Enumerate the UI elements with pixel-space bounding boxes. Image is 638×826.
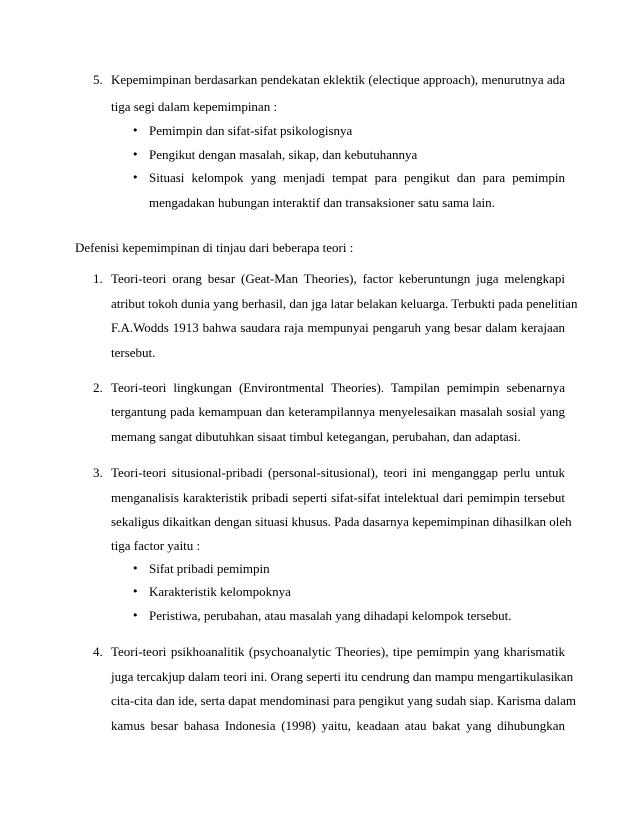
bullet-icon: • [132,609,139,622]
bullet-icon: • [132,124,139,137]
bullet-icon: • [132,171,139,184]
item5-line-1: Kepemimpinan berdasarkan pendekatan eklektik (electique approach), menurutnya ada [111,72,565,87]
theory3-line-2: menganalisis karakteristik pribadi seperti sifat-sifat intelektual dari pemimpin tersebut [111,490,565,505]
theory3-line-3: sekaligus dikaitkan dengan situasi khusus. Pada dasarnya kepemimpinan dihasilkan oleh [111,514,572,529]
definition-heading: Defenisi kepemimpinan di tinjau dari beberapa teori : [75,240,354,255]
theory1-line-1: Teori-teori orang besar (Geat-Man Theories), factor keberuntungn juga melengkapi [111,271,565,286]
theory3-line-1: Teori-teori situsional-pribadi (personal-situsional), teori ini menganggap perlu untuk [111,465,565,480]
theory3-bullet-2: Karakteristik kelompoknya [149,584,291,599]
theory2-line-1: Teori-teori lingkungan (Environtmental Theories). Tampilan pemimpin sebenarnya [111,380,565,395]
item5-bullet-3-cont: mengadakan hubungan interaktif dan transaksioner satu sama lain. [149,195,495,210]
theory3-bullet-1: Sifat pribadi pemimpin [149,561,270,576]
list-number-1: 1. [93,271,103,286]
bullet-icon: • [132,148,139,161]
list-number-3: 3. [93,465,103,480]
item5-bullet-3: Situasi kelompok yang menjadi tempat para pengikut dan para pemimpin [149,170,565,185]
theory2-line-3: memang sangat dibutuhkan sisaat timbul ketegangan, perubahan, dan adaptasi. [111,429,521,444]
theory1-line-4: tersebut. [111,345,156,360]
bullet-icon: • [132,585,139,598]
list-number-4: 4. [93,644,103,659]
theory4-line-4: kamus besar bahasa Indonesia (1998) yaitu, keadaan atau bakat yang dihubungkan [111,718,565,733]
theory4-line-3: cita-cita dan ide, serta dapat mendominasi para pengikut yang sudah siap. Karisma dalam [111,693,576,708]
theory4-line-1: Teori-teori psikhoanalitik (psychoanalytic Theories), tipe pemimpin yang kharismatik [111,644,565,659]
theory2-line-2: tergantung pada kemampuan dan keterampilannya menyelesaikan masalah sosial yang [111,404,565,419]
list-number-5: 5. [93,72,103,87]
bullet-icon: • [132,562,139,575]
theory3-bullet-3: Peristiwa, perubahan, atau masalah yang dihadapi kelompok tersebut. [149,608,512,623]
theory1-line-2: atribut tokoh dunia yang berhasil, dan jga latar belakan keluarga. Terbukti pada penelitian [111,296,578,311]
item5-bullet-2: Pengikut dengan masalah, sikap, dan kebutuhannya [149,147,418,162]
theory4-line-2: juga tercakjup dalam teori ini. Orang seperti itu cendrung dan mampu mengartikulasikan [111,669,574,684]
list-number-2: 2. [93,380,103,395]
item5-bullet-1: Pemimpin dan sifat-sifat psikologisnya [149,123,353,138]
theory1-line-3: F.A.Wodds 1913 bahwa saudara raja mempunyai pengaruh yang besar dalam kerajaan [111,320,565,335]
theory3-line-4: tiga factor yaitu : [111,538,201,553]
item5-line-2: tiga segi dalam kepemimpinan : [111,99,278,114]
